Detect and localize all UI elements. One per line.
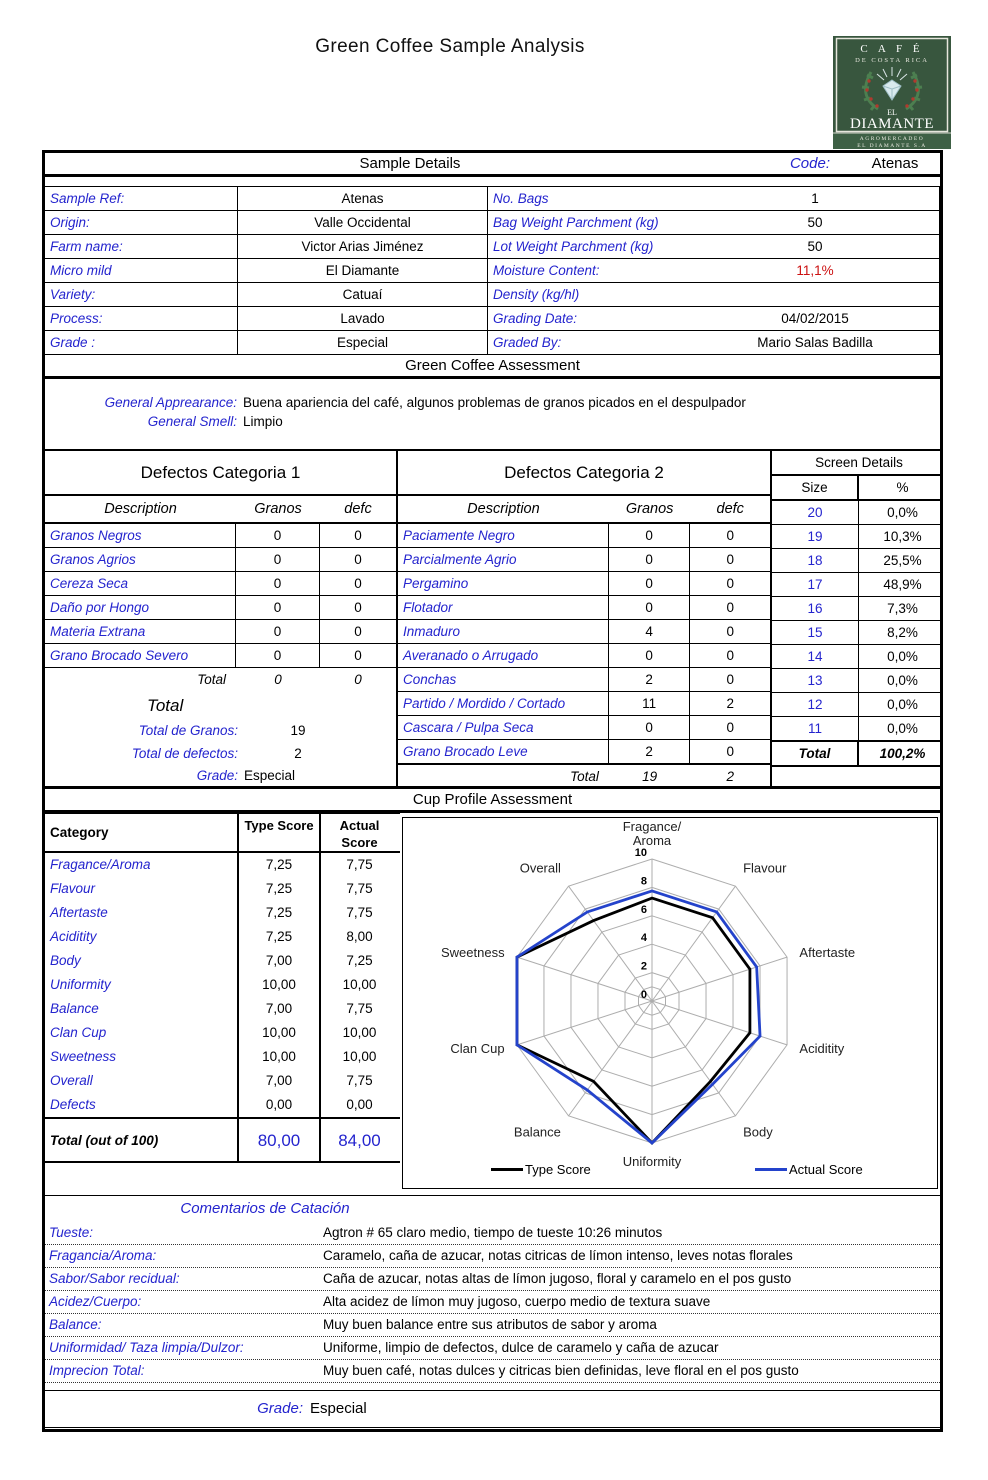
field-value: Catuaí [238,283,488,307]
field-label: Sample Ref: [45,187,238,211]
cat1-title: Defectos Categoria 1 [45,451,396,496]
screen-row [772,597,943,621]
actual-score: 7,75 [319,1069,398,1093]
defect-granos: 0 [236,644,320,667]
final-grade-value: Especial [310,1400,367,1417]
svg-text:6: 6 [640,903,647,916]
field-label: Process: [45,307,238,331]
actual-score: 7,75 [319,901,398,925]
defect-name: Parcialmente Agrio [398,548,609,571]
screen-percent: 0,0% [887,673,918,688]
defect-defc: 0 [726,600,734,615]
screen-percent: 0,0% [887,697,918,712]
totals-title: Total [147,696,184,715]
screen-size: 15 [772,621,859,644]
comment-value: Agtron # 65 claro medio, tiempo de tueste 10:26 minutos [323,1225,663,1240]
screen-percent: 8,2% [887,625,918,640]
screen-size: 11 [772,717,859,740]
cat1-total-defc: 0 [354,672,362,687]
cup-score-row [45,853,400,877]
defect-granos: 2 [609,740,691,763]
screen-total-row [772,741,943,767]
type-score: 0,00 [237,1093,319,1117]
cup-category: Balance [50,1001,99,1016]
cup-category: Aftertaste [50,905,108,920]
cup-category: Overall [50,1073,93,1088]
defect-row [398,644,770,668]
defect-granos: 0 [609,524,691,547]
defect-granos: 0 [236,548,320,571]
field-label: Farm name: [45,235,238,259]
defect-defc: 0 [354,576,362,591]
actual-score: 7,75 [319,877,398,901]
comment-row [45,1245,940,1268]
col-defc: defc [716,501,744,517]
svg-text:Sweetness: Sweetness [440,945,505,961]
cup-profile-header [45,789,940,813]
defect-granos: 0 [609,596,691,619]
defect-name: Inmaduro [398,620,609,643]
cup-score-row [45,973,400,997]
screen-percent: 7,3% [887,601,918,616]
field-label: Bag Weight Parchment (kg) [488,211,691,235]
comments-title: Comentarios de Catación [180,1200,350,1217]
screen-size: 14 [772,645,859,668]
logo-text-el: EL [887,108,897,117]
cup-score-row [45,877,400,901]
type-score: 7,00 [237,997,319,1021]
total-granos-label: Total de Granos: [138,723,238,738]
general-assessment-block [45,379,940,451]
field-value: 04/02/2015 [691,307,940,331]
comment-label: Fragancia/Aroma: [49,1248,157,1263]
cup-total-actual: 84,00 [319,1119,398,1161]
comment-row [45,1222,940,1245]
screen-row [772,717,943,741]
defects-section [45,451,940,789]
cup-score-row [45,901,400,925]
col-granos: Granos [254,501,302,517]
screen-details-table [770,451,943,788]
grade-label: Grade: [196,768,238,783]
analysis-sheet [42,150,943,1432]
screen-size: 17 [772,573,859,596]
cat2-total-row [398,764,770,788]
defect-row [398,524,770,548]
code-label: Code: [789,155,830,172]
cat2-title: Defectos Categoria 2 [398,451,770,496]
type-score: 7,25 [237,925,319,949]
defects-cat2-table [396,451,770,788]
defect-row [398,572,770,596]
assessment-header [45,355,940,379]
screen-percent: 0,0% [887,649,918,664]
svg-text:Fragance/Aroma: Fragance/ Aroma [622,819,682,848]
type-score: 7,00 [237,949,319,973]
defect-defc: 2 [726,696,734,711]
cup-total-row [45,1117,400,1163]
defect-granos: 0 [236,524,320,547]
actual-score: 7,75 [319,997,398,1021]
type-score: 7,25 [237,901,319,925]
screen-percent: 25,5% [883,553,922,568]
screen-row [772,501,943,525]
field-value: Especial [238,331,488,355]
chart-legend [403,1162,937,1178]
cat1-total-row [45,668,396,692]
defect-row [398,596,770,620]
legend-type-score [491,1162,591,1177]
grade-value: Especial [244,768,296,783]
defect-name: Conchas [398,668,609,691]
defect-defc: 0 [354,552,362,567]
defect-defc: 0 [726,624,734,639]
cup-score-row [45,949,400,973]
defect-granos: 0 [609,572,691,595]
spacer-row [45,177,940,187]
total-granos-value: 19 [290,723,306,738]
defect-granos: 0 [236,572,320,595]
defect-granos: 0 [609,644,691,667]
defect-defc: 0 [354,528,362,543]
defect-row [45,596,396,620]
svg-text:Clan Cup: Clan Cup [450,1040,505,1056]
defect-name: Grano Brocado Severo [45,644,236,667]
defect-defc: 0 [726,648,734,663]
cat1-total-label: Total [197,672,226,687]
defect-row [45,644,396,668]
field-value: 1 [691,187,940,211]
footer-divider [45,1383,940,1391]
defect-row [45,548,396,572]
cat1-column-headers [45,496,396,524]
defect-row [398,692,770,716]
screen-percent: 10,3% [883,529,922,544]
field-label: Origin: [45,211,238,235]
total-defectos-value: 2 [294,746,302,761]
appearance-value: Buena apariencia del café, algunos problemas de granos picados en el despulpador [243,395,746,410]
defect-row [398,740,770,764]
col-description: Description [104,501,177,517]
actual-score: 7,25 [319,949,398,973]
field-label: Graded By: [488,331,691,355]
field-label: Moisture Content: [488,259,691,283]
defect-defc: 0 [726,528,734,543]
defect-row [398,620,770,644]
screen-size: 13 [772,669,859,692]
defect-defc: 0 [726,576,734,591]
cup-category: Clan Cup [50,1025,107,1040]
defect-granos: 2 [609,668,691,691]
svg-text:0: 0 [640,989,647,1001]
defect-defc: 0 [354,624,362,639]
cat2-column-headers [398,496,770,524]
defect-row [45,524,396,548]
comment-row [45,1337,940,1360]
cup-category: Body [50,953,81,968]
cup-score-row [45,1045,400,1069]
svg-text:10: 10 [634,847,647,859]
defect-name: Paciamente Negro [398,524,609,547]
cup-score-row [45,1069,400,1093]
logo-graphic [833,36,951,149]
comment-label: Sabor/Sabor recidual: [49,1271,180,1286]
screen-size: 19 [772,525,859,548]
actual-score: 10,00 [319,1045,398,1069]
screen-percent: 0,0% [887,505,918,520]
code-value: Atenas [871,155,919,172]
field-value: El Diamante [238,259,488,283]
sample-details-title: Sample Details [359,155,461,172]
defect-name: Granos Negros [45,524,236,547]
type-score: 7,25 [237,877,319,901]
cup-profile-section [45,813,940,1195]
defect-granos: 0 [236,596,320,619]
type-score: 7,00 [237,1069,319,1093]
actual-score-swatch-icon [755,1168,787,1172]
screen-row [772,645,943,669]
col-description: Description [467,501,540,517]
actual-score: 0,00 [319,1093,398,1117]
cat2-total-label: Total [570,769,599,784]
logo-text-agromercadeo: AGROMERCADEO [859,136,925,142]
col-percent: % [896,480,909,495]
svg-text:Aftertaste: Aftertaste [799,945,856,961]
logo-text-diamante: DIAMANTE [850,116,934,132]
defect-granos: 0 [609,716,691,739]
defect-name: Cereza Seca [45,572,236,595]
defect-defc: 0 [354,600,362,615]
comment-value: Muy buen café, notas dulces y citricas bien definidas, leve floral en el pos gusto [323,1363,799,1378]
defect-defc: 0 [726,672,734,687]
screen-column-headers [772,476,943,501]
defect-name: Flotador [398,596,609,619]
screen-total-label: Total [772,742,859,765]
cup-score-row [45,1093,400,1117]
screen-percent: 48,9% [883,577,922,592]
cup-column-headers [45,813,400,853]
defect-row [45,572,396,596]
field-label: Variety: [45,283,238,307]
screen-size: 20 [772,501,859,524]
actual-score: 7,75 [319,853,398,877]
comments-section [45,1195,940,1383]
smell-label: General Smell: [147,414,237,429]
cup-total-label: Total (out of 100) [50,1133,159,1148]
defect-row [398,668,770,692]
field-value: Lavado [238,307,488,331]
col-defc: defc [344,501,372,517]
defect-granos: 11 [609,692,691,715]
screen-details-title: Screen Details [772,451,943,476]
field-label: No. Bags [488,187,691,211]
field-value: 11,1% [691,259,940,283]
appearance-label: General Apprearance: [104,395,237,410]
col-category: Category [50,825,109,840]
defect-name: Granos Agrios [45,548,236,571]
field-value: Valle Occidental [238,211,488,235]
cup-category: Defects [50,1097,96,1112]
cup-profile-title: Cup Profile Assessment [412,791,573,808]
defect-name: Daño por Hongo [45,596,236,619]
actual-score: 10,00 [319,1021,398,1045]
smell-value: Limpio [243,414,283,429]
field-value: 50 [691,235,940,259]
cup-score-row [45,997,400,1021]
field-label: Density (kg/hl) [488,283,691,307]
defect-defc: 0 [726,552,734,567]
logo-text-company: EL DIAMANTE S.A [857,143,927,149]
cup-category: Sweetness [50,1049,117,1064]
defect-granos: 0 [609,548,691,571]
defect-name: Partido / Mordido / Cortado [398,692,609,715]
screen-size: 16 [772,597,859,620]
comment-row [45,1314,940,1337]
logo-text-cafe: C A F É [860,43,924,55]
field-label: Grade : [45,331,238,355]
comment-row [45,1360,940,1383]
defect-name: Cascara / Pulpa Seca [398,716,609,739]
comment-label: Balance: [49,1317,102,1332]
screen-size: 12 [772,693,859,716]
radar-chart-box [402,817,938,1189]
field-label: Lot Weight Parchment (kg) [488,235,691,259]
svg-text:Aciditity: Aciditity [799,1040,845,1056]
screen-total-value: 100,2% [879,746,926,761]
screen-row [772,549,943,573]
type-score: 10,00 [237,1021,319,1045]
legend-type-score-label: Type Score [525,1162,591,1177]
screen-row [772,621,943,645]
field-value: Atenas [238,187,488,211]
comment-value: Caña de azucar, notas altas de límon jugoso, floral y caramelo en el pos gusto [323,1271,792,1286]
svg-text:Overall: Overall [519,860,561,876]
svg-text:Flavour: Flavour [743,860,787,876]
cup-total-type: 80,00 [237,1119,319,1161]
cup-category: Fragance/Aroma [50,857,151,872]
defect-row [45,620,396,644]
type-score: 10,00 [237,973,319,997]
type-score: 10,00 [237,1045,319,1069]
cup-score-row [45,1021,400,1045]
actual-score: 8,00 [319,925,398,949]
comment-value: Uniforme, limpio de defectos, dulce de caramelo y caña de azucar [323,1340,719,1355]
defect-granos: 4 [609,620,691,643]
actual-score: 10,00 [319,973,398,997]
defect-name: Grano Brocado Leve [398,740,609,763]
defect-name: Pergamino [398,572,609,595]
cat2-total-defc: 2 [726,769,734,784]
defect-row [398,548,770,572]
screen-row [772,693,943,717]
col-type-score: Type Score [237,814,319,851]
comment-value: Muy buen balance entre sus atributos de sabor y aroma [323,1317,657,1332]
svg-text:8: 8 [640,875,647,888]
screen-row [772,573,943,597]
type-score-swatch-icon [491,1168,523,1172]
col-actual-score: Actual Score [319,814,398,851]
field-value: Mario Salas Badilla [691,331,940,355]
defect-defc: 0 [726,744,734,759]
assessment-title: Green Coffee Assessment [405,357,580,374]
cat1-total-granos: 0 [274,672,282,687]
legend-actual-score-label: Actual Score [789,1162,863,1177]
defect-granos: 0 [236,620,320,643]
sample-details-header [45,153,940,177]
cup-category: Flavour [50,881,96,896]
type-score: 7,25 [237,853,319,877]
comment-value: Alta acidez de límon muy jugoso, cuerpo medio de textura suave [323,1294,711,1309]
comment-label: Acidez/Cuerpo: [49,1294,142,1309]
sample-details-table [45,187,940,355]
cup-category: Aciditity [50,929,97,944]
comment-row [45,1291,940,1314]
logo-text-country: DE COSTA RICA [855,57,929,64]
comment-label: Tueste: [49,1225,94,1240]
final-grade-row [45,1391,940,1428]
field-label: Micro mild [45,259,238,283]
field-value [691,283,940,307]
svg-text:Balance: Balance [513,1124,561,1140]
comment-row [45,1268,940,1291]
comment-value: Caramelo, caña de azucar, notas citricas de límon intenso, leves notas florales [323,1248,793,1263]
cup-scores-table [45,813,400,1195]
radar-chart [403,818,936,1187]
field-value: Victor Arias Jiménez [238,235,488,259]
defect-row [398,716,770,740]
col-granos: Granos [625,501,674,517]
legend-actual-score [755,1162,863,1177]
company-logo [833,36,951,149]
field-value: 50 [691,211,940,235]
field-label: Grading Date: [488,307,691,331]
total-defectos-label: Total de defectos: [131,746,238,761]
defect-defc: 0 [726,720,734,735]
defect-name: Materia Extrana [45,620,236,643]
defect-name: Averanado o Arrugado [398,644,609,667]
screen-percent: 0,0% [887,721,918,736]
defects-cat1-table [45,451,396,788]
screen-row [772,669,943,693]
svg-text:4: 4 [640,932,647,945]
svg-text:2: 2 [640,960,647,973]
cup-category: Uniformity [50,977,111,992]
svg-text:Uniformity: Uniformity [622,1154,682,1169]
screen-row [772,525,943,549]
page-title: Green Coffee Sample Analysis [315,36,585,57]
screen-size: 18 [772,549,859,572]
final-grade-label: Grade: [257,1400,303,1417]
cat2-total-granos: 19 [642,769,658,784]
col-size: Size [772,476,859,499]
svg-text:Body: Body [743,1124,773,1140]
comment-label: Uniformidad/ Taza limpia/Dulzor: [49,1340,244,1355]
defect-defc: 0 [354,648,362,663]
cup-score-row [45,925,400,949]
comment-label: Imprecion Total: [49,1363,145,1378]
